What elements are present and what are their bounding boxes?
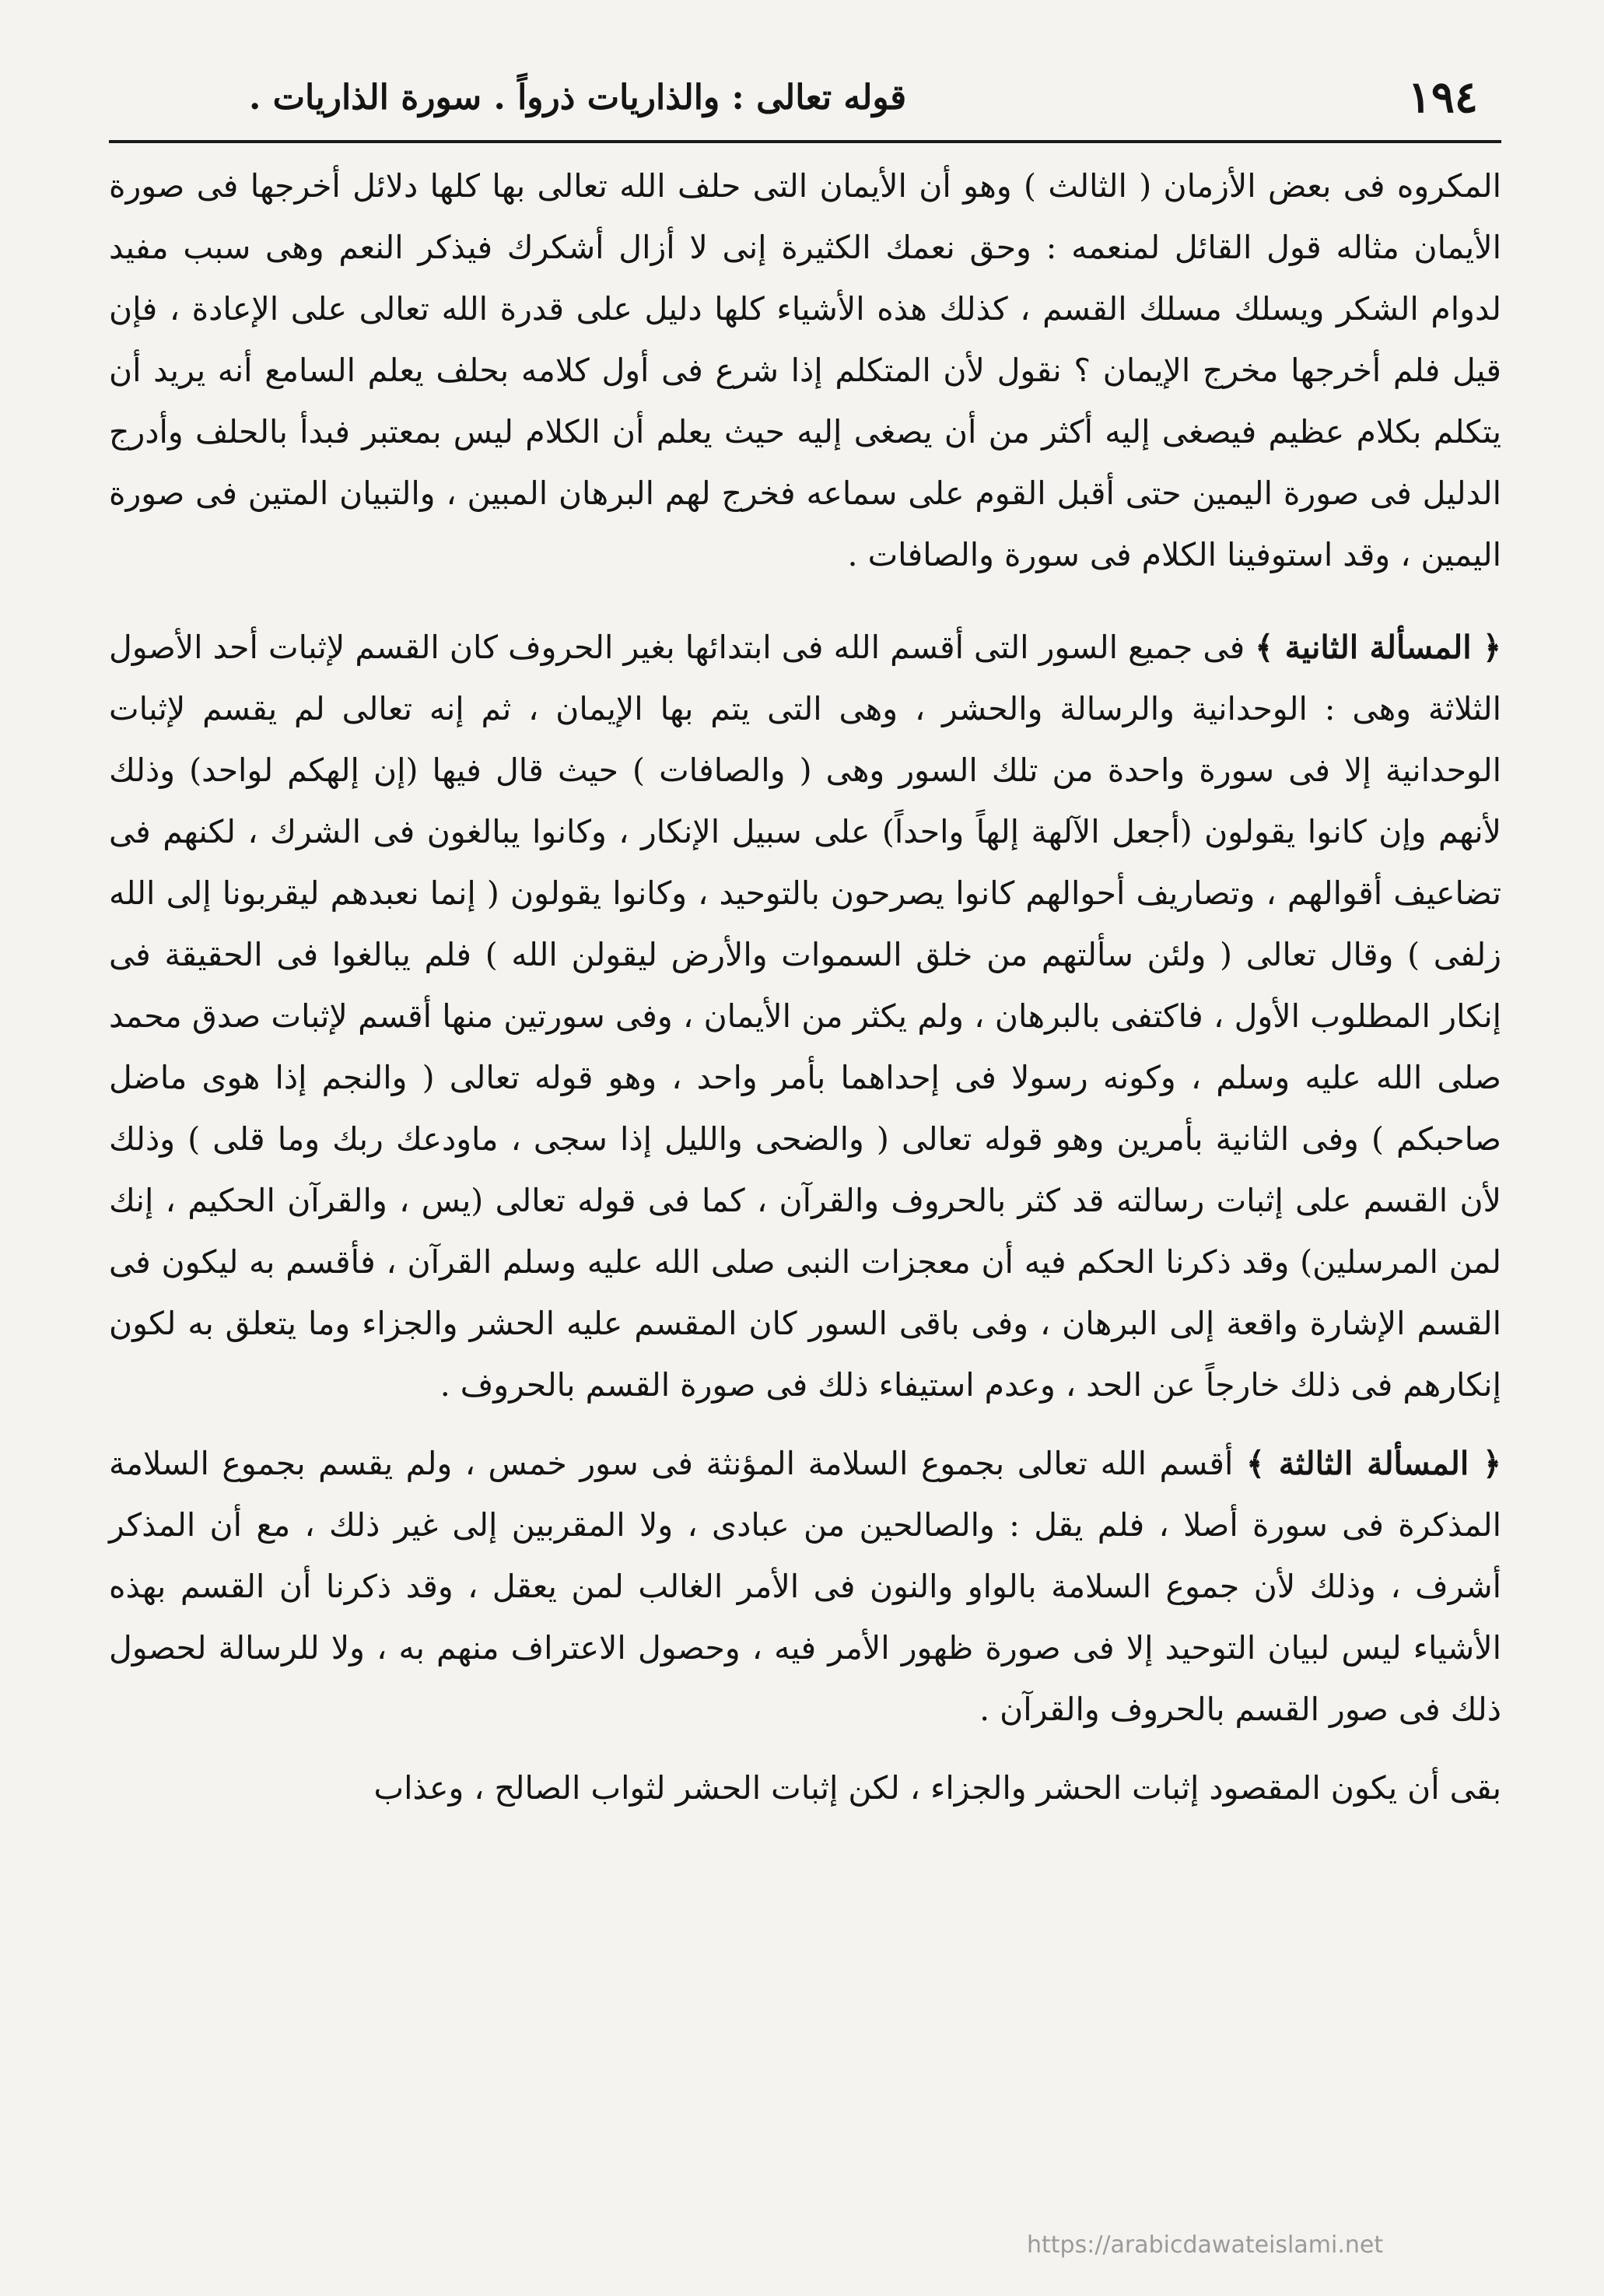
- page-body: [109, 156, 1501, 1836]
- paragraph-masala-3: [109, 1433, 1501, 1740]
- masala-3-body: أقسم الله تعالى بجموع السلامة المؤنثة فى سور خمس ، ولم يقسم بجموع السلامة المذكرة فى سورة أصلا ، فلم يقل : والصالحين من عبادى ، ولا المقربين إلى غير ذلك ، مع أن المذكر أشرف ، وذلك لأن جموع السلامة بالواو والنون فى الأمر الغالب لمن يعقل ، وقد ذكرنا أن القسم بهذه الأشياء ليس لبيان التوحيد إلا فى صورة ظهور الأمر فيه ، وحصول الاعتراف منهم به ، ولا للرسالة لحصول ذلك فى صور القسم بالحروف والقرآن .: [109, 1445, 1501, 1728]
- paragraph-masala-2: [109, 617, 1501, 1416]
- paragraph-intro: المكروه فى بعض الأزمان ( الثالث ) وهو أن الأيمان التى حلف الله تعالى بها كلها دلائل أخرجها فى صورة الأيمان مثاله قول القائل لمنعمه : وحق نعمك الكثيرة إنى لا أزال أشكرك فيذكر النعم وهى سبب مفيد لدوام الشكر ويسلك مسلك القسم ، كذلك هذه الأشياء كلها دليل على قدرة الله تعالى على الإعادة ، فإن قيل فلم أخرجها مخرج الإيمان ؟ نقول لأن المتكلم إذا شرع فى أول كلامه بحلف يعلم السامع أنه يريد أن يتكلم بكلام عظيم فيصغى إليه أكثر من أن يصغى إليه حيث يعلم أن الكلام ليس بمعتبر فبدأ بالحلف وأدرج الدليل فى صورة اليمين حتى أقبل القوم على سماعه فخرج لهم البرهان المبين ، والتبيان المتين فى صورة اليمين ، وقد استوفينا الكلام فى سورة والصافات .: [109, 167, 1501, 573]
- paragraph-last: بقى أن يكون المقصود إثبات الحشر والجزاء ، لكن إثبات الحشر لثواب الصالح ، وعذاب: [373, 1769, 1501, 1807]
- masala-3-title: ﴿ المسألة الثالثة ﴾: [1245, 1445, 1501, 1482]
- running-title: قوله تعالى : والذاريات ذرواً . سورة الذاريات .: [249, 77, 907, 117]
- book-page: [109, 54, 1501, 2233]
- masala-2-title: ﴿ المسألة الثانية ﴾: [1255, 629, 1501, 666]
- page-header: [109, 54, 1501, 143]
- masala-2-body: فى جميع السور التى أقسم الله فى ابتدائها بغير الحروف كان القسم لإثبات أحد الأصول الثلاثة وهى : الوحدانية والرسالة والحشر ، وهى التى يتم بها الإيمان ، ثم إنه تعالى لم يقسم لإثبات الوحدانية إلا فى سورة واحدة من تلك السور وهى ( والصافات ) حيث قال فيها (إن إلهكم لواحد) وذلك لأنهم وإن كانوا يقولون (أجعل الآلهة إلهاً واحداً) على سبيل الإنكار ، وكانوا يبالغون فى الشرك ، لكنهم فى تضاعيف أقوالهم ، وتصاريف أحوالهم كانوا يصرحون بالتوحيد ، وكانوا يقولون ( إنما نعبدهم ليقربونا إلى الله زلفى ) وقال تعالى ( ولئن سألتهم من خلق السموات والأرض ليقولن الله ) فلم يبالغوا فى الحقيقة فى إنكار المطلوب الأول ، فاكتفى بالبرهان ، ولم يكثر من الأيمان ، وفى سورتين منها أقسم لإثبات صدق محمد صلى الله عليه وسلم ، وكونه رسولا فى إحداهما بأمر واحد ، وهو قوله تعالى ( والنجم إذا هوى ماضل صاحبكم ) وفى الثانية بأمرين وهو قوله تعالى ( والضحى والليل إذا سجى ، ماودعك ربك وما قلى ) وذلك لأن القسم على إثبات رسالته قد كثر بالحروف والقرآن ، كما فى قوله تعالى (يس ، والقرآن الحكيم ، إنك لمن المرسلين) وقد ذكرنا الحكم فيه أن معجزات النبى صلى الله عليه وسلم القرآن ، فأقسم به ليكون فى القسم الإشارة واقعة إلى البرهان ، وفى باقى السور كان المقسم عليه الحشر والجزاء وما يتعلق به لكون إنكارهم فى ذلك خارجاً عن الحد ، وعدم استيفاء ذلك فى صورة القسم بالحروف .: [109, 629, 1501, 1404]
- page-number: ١٩٤: [1407, 72, 1478, 123]
- watermark-url: https://arabicdawateislami.net: [1027, 2231, 1384, 2259]
